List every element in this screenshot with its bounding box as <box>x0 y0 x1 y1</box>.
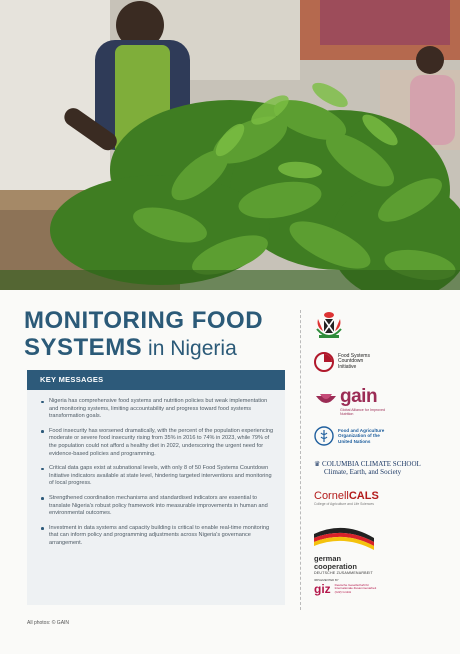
fsci-logo <box>314 352 374 372</box>
market-vegetables-illustration <box>0 0 460 290</box>
key-messages-heading: KEY MESSAGES <box>27 370 285 390</box>
hero-photo <box>0 0 460 290</box>
title-line-2-rest: in Nigeria <box>142 337 237 360</box>
fsci-icon <box>314 352 334 372</box>
gain-logo <box>314 386 390 416</box>
cornell-subtitle: College of Agriculture and Life Sciences <box>314 502 374 506</box>
title-line-1: MONITORING FOOD <box>24 307 264 334</box>
fao-icon <box>314 426 334 446</box>
column-divider <box>300 310 301 610</box>
german-subtitle: DEUTSCHE ZUSAMMENARBEIT <box>314 571 373 575</box>
key-messages-box <box>27 370 285 605</box>
document-title <box>24 307 294 362</box>
german-flag-swoosh-icon <box>314 524 374 550</box>
fao-name: Food and Agriculture Organization of the United Nations <box>338 428 385 444</box>
german-cooperation-logo <box>314 524 374 575</box>
key-messages-list <box>27 390 285 548</box>
photo-credit: All photos: © GAIN <box>27 620 70 626</box>
key-message-item: Food insecurity has worsened dramatically, with the percent of the population experiencing moderate or severe food insecurity rising from 35% in 2016 to 74% in 2023, while 79% of the population could not afford a healthy diet in 2022, underscoring the urgent need for evidence-based policies and programming. <box>49 427 274 457</box>
fsci-name: Food Systems Countdown Initiative <box>338 352 370 370</box>
cornell-cals-logo <box>314 490 379 506</box>
german-line-1: german <box>314 554 342 563</box>
gain-icon <box>314 392 338 410</box>
cornell-wordmark: Cornell <box>314 490 349 502</box>
cals-wordmark: CALS <box>348 490 379 502</box>
nigeria-coat-of-arms-logo <box>312 309 346 348</box>
key-message-item: Nigeria has comprehensive food systems and nutrition policies but weak implementation and monitoring systems, limiting accountability and progress toward food systems transformation goals. <box>49 398 275 421</box>
german-line-2: cooperation <box>314 562 357 571</box>
columbia-climate-school-logo <box>314 460 421 476</box>
coat-of-arms-icon <box>312 309 346 343</box>
title-line-2-bold: SYSTEMS <box>24 334 143 361</box>
implemented-by-label: IMPLEMENTED BY <box>314 578 339 582</box>
columbia-name: COLUMBIA CLIMATE SCHOOL <box>322 460 421 468</box>
giz-logo <box>314 578 381 596</box>
key-message-item: Investment in data systems and capacity building is critical to enable real-time monitoring that can inform policy and programming adjustments across Nigeria's governance arrangement. <box>49 525 275 548</box>
gain-wordmark: gain <box>340 386 378 407</box>
key-message-item: Critical data gaps exist at subnational levels, with only 8 of 50 Food Systems Countdown Initiative indicators available at state level, hindering targeted interventions and monitoring of local progress. <box>49 465 275 488</box>
fao-logo <box>314 426 394 446</box>
crown-icon: ♛ <box>314 460 321 468</box>
gain-subtitle: Global Alliance for Improved Nutrition <box>340 408 385 416</box>
columbia-line-1 <box>314 460 421 468</box>
giz-wordmark: giz <box>314 582 331 596</box>
columbia-line-2: Climate, Earth, and Society <box>324 468 402 476</box>
giz-subtitle: Deutsche Gesellschaft für Internationale Zusammenarbeit (GIZ) GmbH <box>334 582 377 594</box>
key-message-item: Strengthened coordination mechanisms and standardised indicators are essential to translate Nigeria's robust policy framework into measurable improvements in human and environmental outcomes. <box>49 495 275 518</box>
